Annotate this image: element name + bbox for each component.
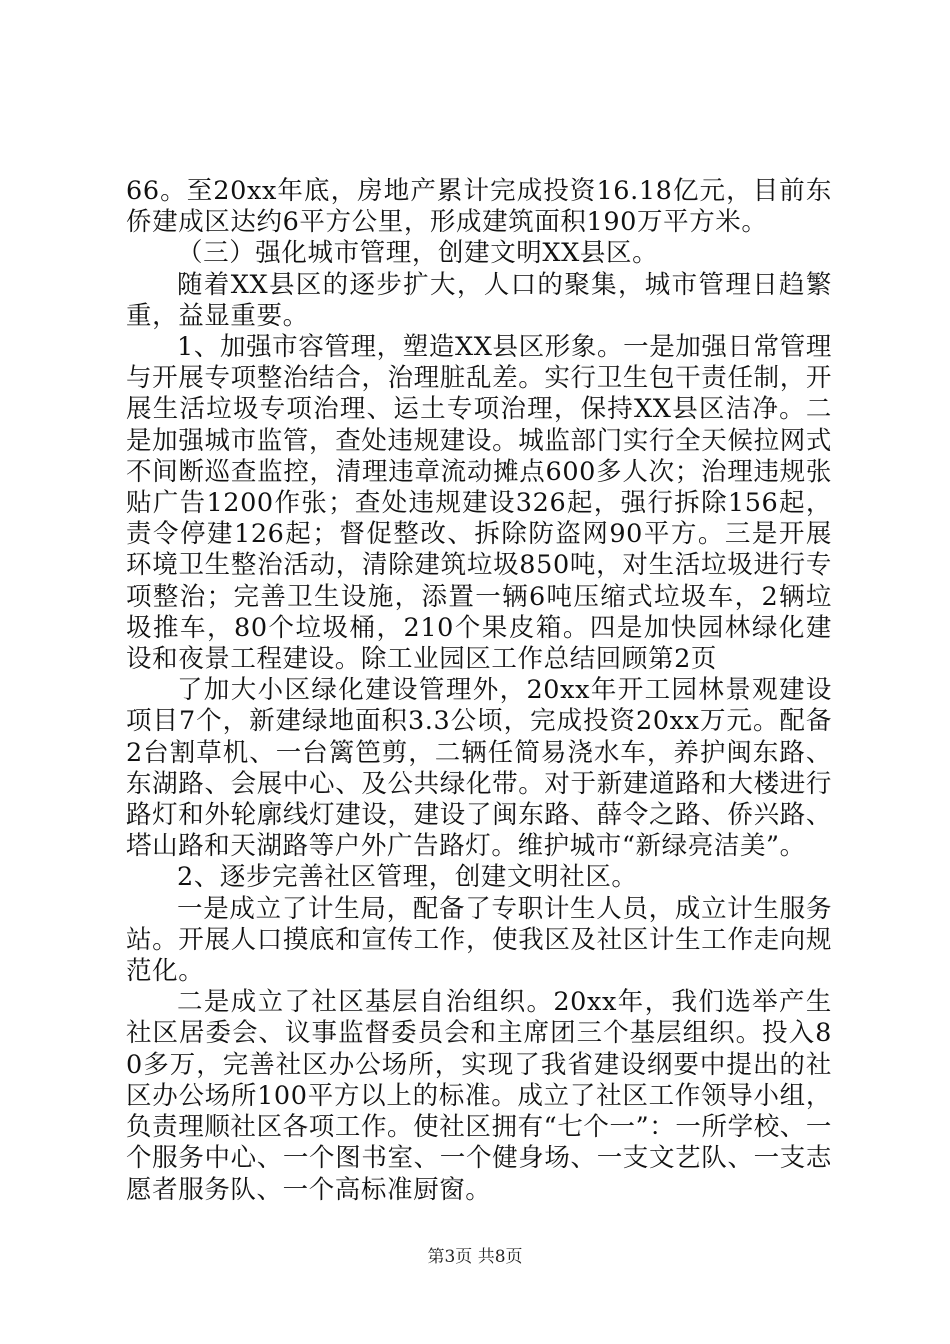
- paragraph-5: 一是成立了计生局，配备了专职计生人员，成立计生服务站。开展人口摸底和宣传工作，使我区及社区计生工作走向规范化。: [126, 893, 832, 987]
- paragraph-3: 1、加强市容管理，塑造XX县区形象。一是加强日常管理与开展专项整治结合，治理脏乱差。实行卫生包干责任制，开展生活垃圾专项治理、运土专项治理，保持XX县区洁净。二是加强城市监管，查处违规建设。城监部门实行全天候拉网式不间断巡查监控，清理违章流动摊点600多人次；治理违规张贴广告1200作张；查处违规建设326起，强行拆除156起，责令停建126起；督促整改、拆除防盗网90平方。三是开展环境卫生整治活动，清除建筑垃圾850吨，对生活垃圾进行专项整治；完善卫生设施，添置一辆6吨压缩式垃圾车，2辆垃圾推车，80个垃圾桶，210个果皮箱。四是加快园林绿化建设和夜景工程建设。除工业园区工作总结回顾第2页: [126, 332, 832, 675]
- paragraph-1: 66。至20xx年底，房地产累计完成投资16.18亿元，目前东侨建成区达约6平方公里，形成建筑面积190万平方米。: [126, 176, 832, 238]
- subheading-2: 2、逐步完善社区管理，创建文明社区。: [177, 862, 638, 893]
- section-heading-3: （三）强化城市管理，创建文明XX县区。: [177, 238, 659, 269]
- page-footer: 第3页 共8页: [427, 1247, 523, 1267]
- document-body: [126, 176, 832, 1206]
- paragraph-2: 随着XX县区的逐步扩大，人口的聚集，城市管理日趋繁重，益显重要。: [126, 269, 832, 331]
- paragraph-6: 二是成立了社区基层自治组织。20xx年，我们选举产生社区居委会、议事监督委员会和主席团三个基层组织。投入80多万，完善社区办公场所，实现了我省建设纲要中提出的社区办公场所100平方以上的标准。成立了社区工作领导小组，负责理顺社区各项工作。使社区拥有“七个一”：一所学校、一个服务中心、一个图书室、一个健身场、一支文艺队、一支志愿者服务队、一个高标准厨窗。: [126, 987, 832, 1205]
- paragraph-4: 了加大小区绿化建设管理外，20xx年开工园林景观建设项目7个，新建绿地面积3.3公顷，完成投资20xx万元。配备2台割草机、一台篱笆剪，二辆任简易浇水车，养护闽东路、东湖路、会展中心、及公共绿化带。对于新建道路和大楼进行路灯和外轮廓线灯建设，建设了闽东路、薛令之路、侨兴路、塔山路和天湖路等户外广告路灯。维护城市“新绿亮洁美”。: [126, 675, 832, 862]
